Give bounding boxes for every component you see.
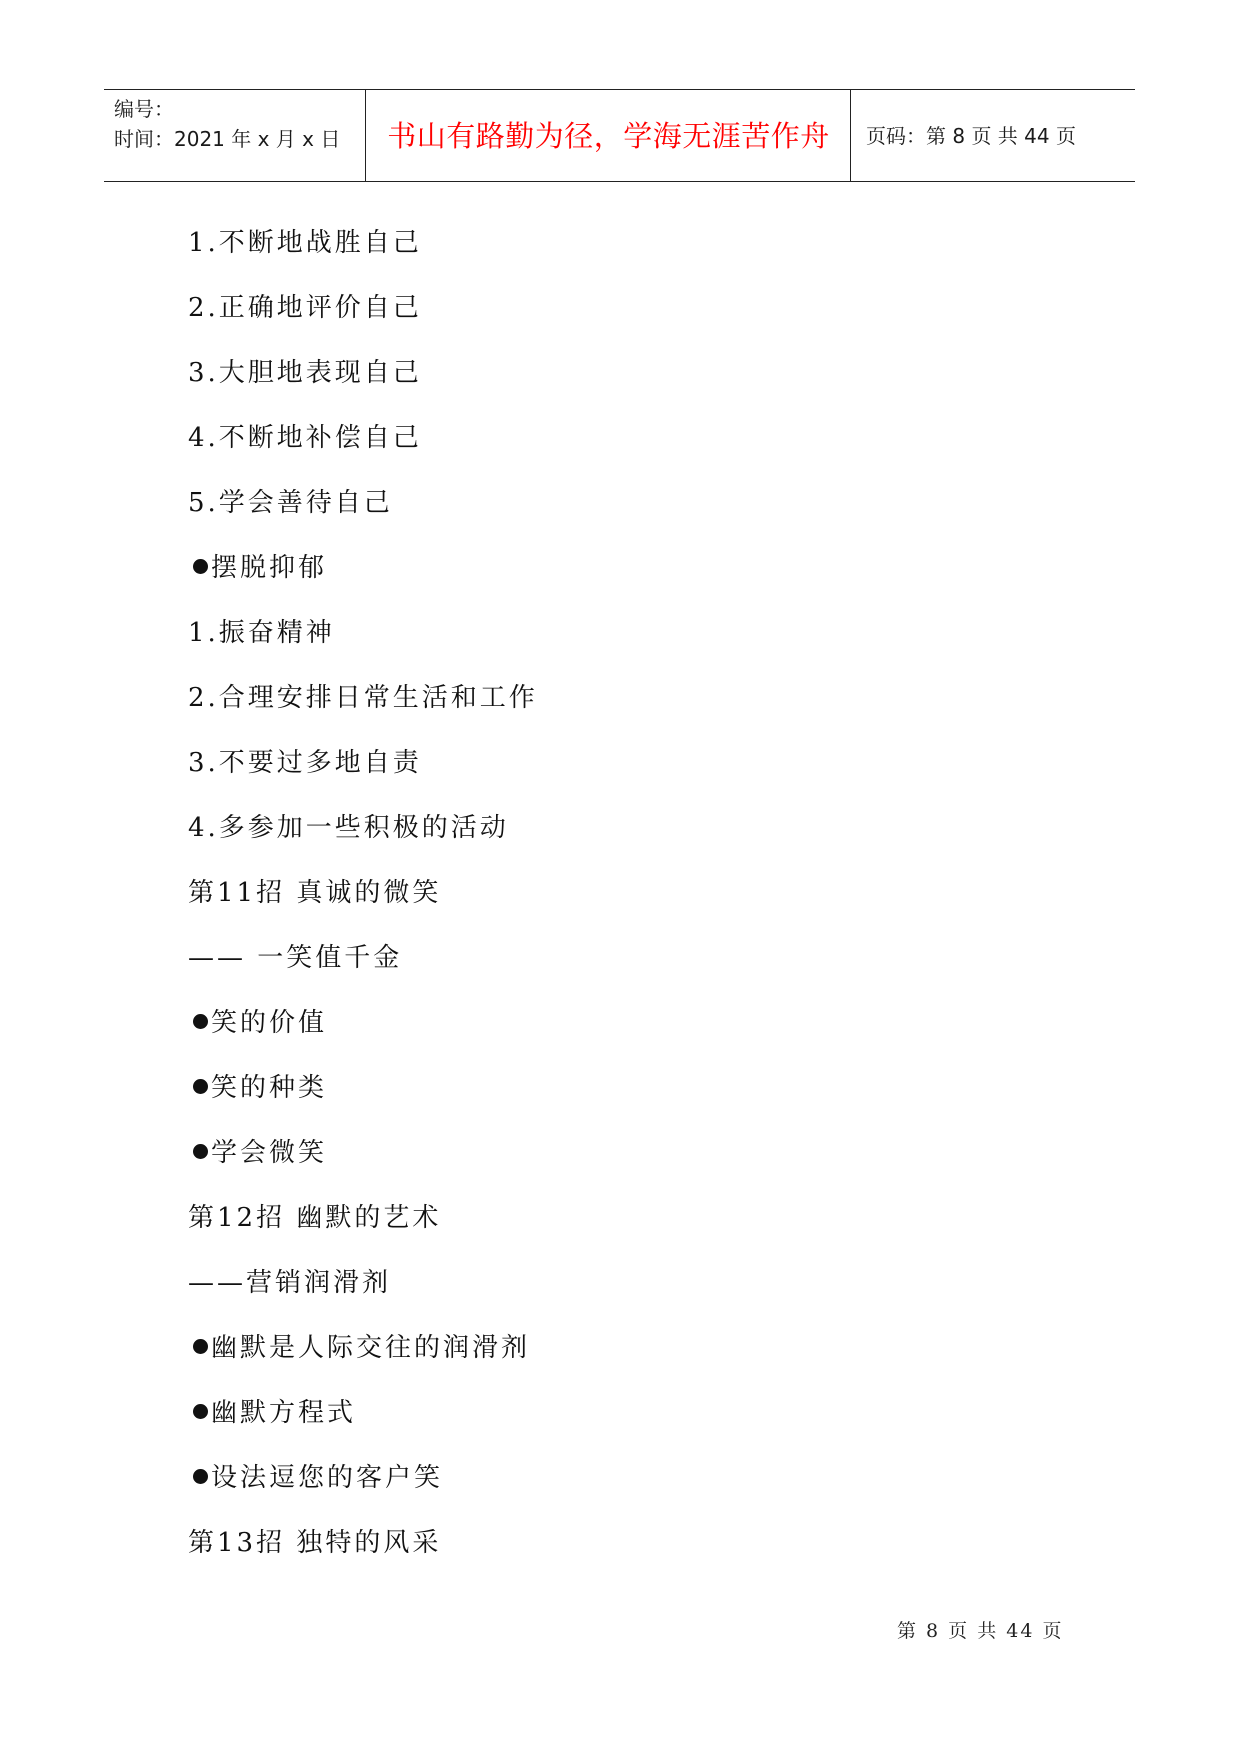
line-text: 笑的种类 bbox=[211, 1073, 328, 1103]
text-line bbox=[188, 1193, 1088, 1258]
bullet-icon bbox=[193, 1339, 208, 1354]
line-text: 2.合理安排日常生活和工作 bbox=[188, 683, 538, 713]
text-line bbox=[188, 283, 1088, 348]
document-date: 时间：2021 年 x 月 x 日 bbox=[114, 127, 341, 151]
header-meta bbox=[114, 94, 340, 154]
bullet-icon bbox=[193, 1469, 208, 1484]
text-line bbox=[188, 218, 1088, 283]
document-body bbox=[188, 218, 1088, 1583]
line-text: 笑的价值 bbox=[211, 1008, 328, 1038]
text-line bbox=[188, 1518, 1088, 1583]
bullet-item bbox=[188, 1388, 1088, 1453]
bullet-icon bbox=[193, 1144, 208, 1159]
line-text: 1.振奋精神 bbox=[188, 618, 335, 648]
line-text: 4.多参加一些积极的活动 bbox=[188, 813, 509, 843]
line-text: 第12招 幽默的艺术 bbox=[188, 1203, 442, 1233]
text-line bbox=[188, 478, 1088, 543]
header-divider bbox=[850, 90, 851, 181]
bullet-icon bbox=[193, 1404, 208, 1419]
line-text: 幽默是人际交往的润滑剂 bbox=[211, 1333, 531, 1363]
text-line bbox=[188, 673, 1088, 738]
bullet-item bbox=[188, 998, 1088, 1063]
document-number-label: 编号： bbox=[114, 97, 174, 121]
line-text: ——营销润滑剂 bbox=[188, 1268, 392, 1298]
line-text: 4.不断地补偿自己 bbox=[188, 423, 422, 453]
text-line bbox=[188, 348, 1088, 413]
bullet-icon bbox=[193, 559, 208, 574]
line-text: 3.不要过多地自责 bbox=[188, 748, 422, 778]
bullet-icon bbox=[193, 1079, 208, 1094]
line-text: 第11招 真诚的微笑 bbox=[188, 878, 442, 908]
page-header bbox=[104, 89, 1135, 182]
bullet-item bbox=[188, 1453, 1088, 1518]
bullet-item bbox=[188, 543, 1088, 608]
line-text: 3.大胆地表现自己 bbox=[188, 358, 422, 388]
line-text: 摆脱抑郁 bbox=[211, 553, 328, 583]
text-line bbox=[188, 803, 1088, 868]
page-footer: 第 8 页 共 44 页 bbox=[897, 1620, 1064, 1642]
line-text: —— 一笑值千金 bbox=[188, 943, 403, 973]
text-line bbox=[188, 738, 1088, 803]
bullet-item bbox=[188, 1063, 1088, 1128]
line-text: 幽默方程式 bbox=[211, 1398, 357, 1428]
bullet-item bbox=[188, 1323, 1088, 1388]
line-text: 学会微笑 bbox=[211, 1138, 328, 1168]
text-line bbox=[188, 608, 1088, 673]
text-line bbox=[188, 933, 1088, 998]
text-line bbox=[188, 413, 1088, 478]
line-text: 2.正确地评价自己 bbox=[188, 293, 422, 323]
bullet-icon bbox=[193, 1014, 208, 1029]
text-line bbox=[188, 868, 1088, 933]
line-text: 5.学会善待自己 bbox=[188, 488, 393, 518]
line-text: 设法逗您的客户笑 bbox=[211, 1463, 444, 1493]
bullet-item bbox=[188, 1128, 1088, 1193]
header-motto: 书山有路勤为径，学海无涯苦作舟 bbox=[387, 119, 830, 153]
header-page-info: 页码：第 8 页 共 44 页 bbox=[866, 124, 1076, 148]
text-line bbox=[188, 1258, 1088, 1323]
line-text: 第13招 独特的风采 bbox=[188, 1528, 442, 1558]
line-text: 1.不断地战胜自己 bbox=[188, 228, 422, 258]
header-divider bbox=[365, 90, 366, 181]
